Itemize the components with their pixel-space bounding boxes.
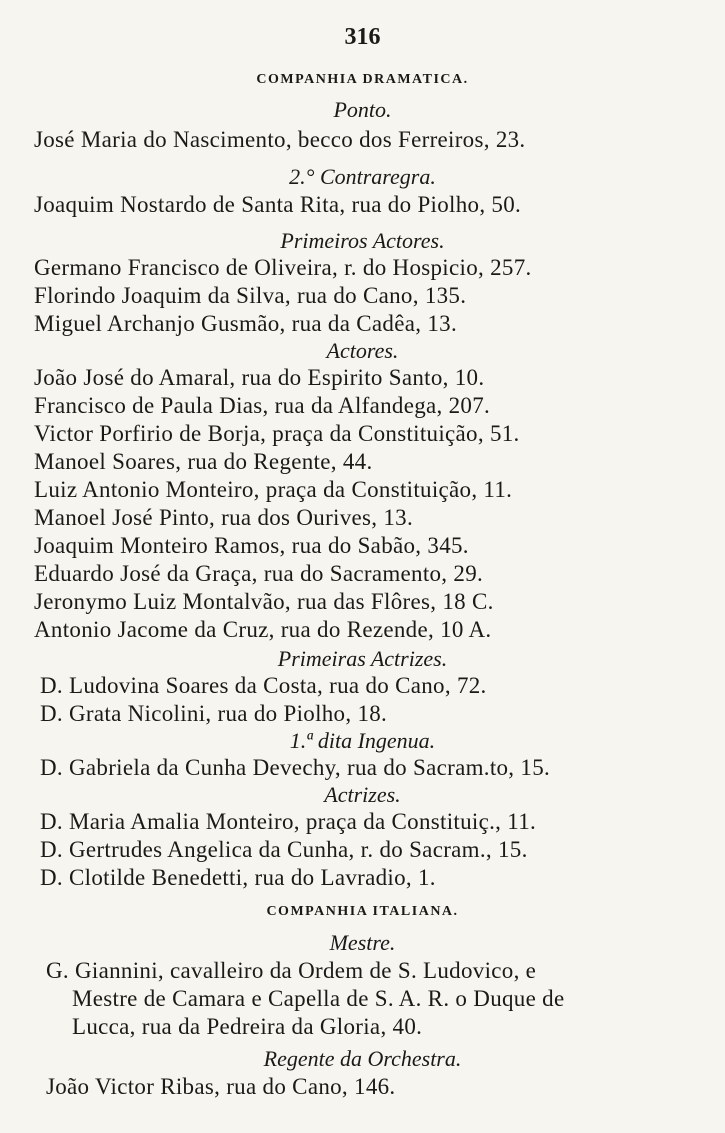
company-heading-dramatica: COMPANHIA DRAMATICA. <box>256 72 469 87</box>
directory-entry: Manoel Soares, rua do Regente, 44. <box>34 449 373 474</box>
directory-entry: D. Gertrudes Angelica da Cunha, r. do Sacram., 15. <box>40 837 528 862</box>
directory-entry: João José do Amaral, rua do Espirito Santo, 10. <box>34 365 485 390</box>
directory-entry: Eduardo José da Graça, rua do Sacramento, 29. <box>34 561 484 586</box>
directory-entry: D. Gabriela da Cunha Devechy, rua do Sacram.to, 15. <box>40 755 551 780</box>
directory-entry: José Maria do Nascimento, becco dos Ferreiros, 23. <box>34 127 526 152</box>
directory-entry: Germano Francisco de Oliveira, r. do Hospicio, 257. <box>34 255 532 280</box>
directory-entry: Luiz Antonio Monteiro, praça da Constituição, 11. <box>34 477 513 502</box>
role-heading: 2.° Contraregra. <box>289 164 436 189</box>
directory-entry: Miguel Archanjo Gusmão, rua da Cadêa, 13. <box>34 311 457 336</box>
directory-entry: D. Grata Nicolini, rua do Piolho, 18. <box>40 701 388 726</box>
directory-entry: Jeronymo Luiz Montalvão, rua das Flôres, 18 C. <box>34 589 494 614</box>
directory-entry: G. Giannini, cavalleiro da Ordem de S. Ludovico, e <box>46 958 537 983</box>
directory-entry: Joaquim Monteiro Ramos, rua do Sabão, 345. <box>34 533 469 558</box>
role-heading: Ponto. <box>333 97 392 122</box>
role-heading: Actores. <box>326 338 399 363</box>
role-heading: Primeiros Actores. <box>280 228 445 253</box>
directory-entry: Florindo Joaquim da Silva, rua do Cano, 135. <box>34 283 467 308</box>
role-heading: Primeiras Actrizes. <box>277 646 448 671</box>
directory-entry: Antonio Jacome da Cruz, rua do Rezende, 10 A. <box>34 617 492 642</box>
directory-entry: João Victor Ribas, rua do Cano, 146. <box>46 1074 396 1099</box>
role-heading: 1.ª dita Ingenua. <box>289 728 436 753</box>
directory-entry: Manoel José Pinto, rua dos Ourives, 13. <box>34 505 414 530</box>
directory-entry: D. Ludovina Soares da Costa, rua do Cano, 72. <box>40 673 487 698</box>
directory-entry: D. Maria Amalia Monteiro, praça da Constituiç., 11. <box>40 809 537 834</box>
role-heading: Mestre. <box>329 930 396 955</box>
directory-entry: Lucca, rua da Pedreira da Gloria, 40. <box>72 1014 423 1039</box>
directory-entry: D. Clotilde Benedetti, rua do Lavradio, 1. <box>40 865 436 890</box>
role-heading: Actrizes. <box>324 782 401 807</box>
directory-entry: Joaquim Nostardo de Santa Rita, rua do Piolho, 50. <box>34 192 522 217</box>
directory-entry: Victor Porfirio de Borja, praça da Constituição, 51. <box>34 421 520 446</box>
role-heading: Regente da Orchestra. <box>263 1046 462 1071</box>
directory-entry: Francisco de Paula Dias, rua da Alfandega, 207. <box>34 393 491 418</box>
page-number: 316 <box>344 24 381 50</box>
company-heading-italiana: COMPANHIA ITALIANA. <box>266 904 459 919</box>
directory-entry: Mestre de Camara e Capella de S. A. R. o Duque de <box>72 986 565 1011</box>
